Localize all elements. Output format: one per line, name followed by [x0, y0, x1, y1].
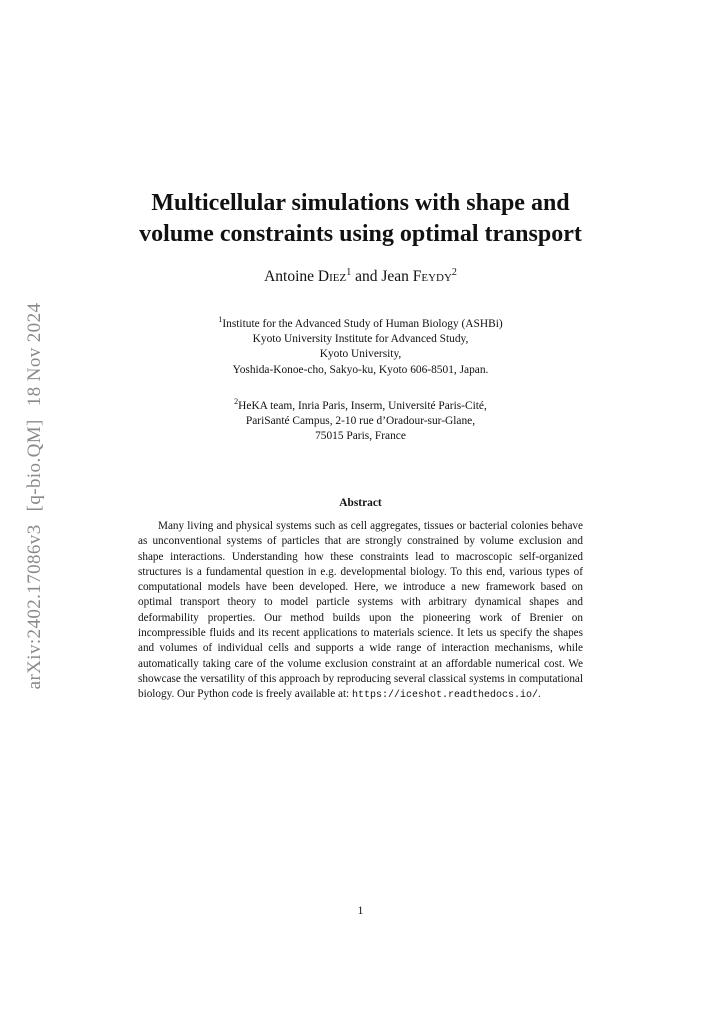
affiliation-1: [0, 312, 721, 378]
affiliation2-line1: HeKA team, Inria Paris, Inserm, Université Paris-Cité,: [238, 399, 487, 412]
abstract-heading: Abstract: [339, 497, 382, 509]
abstract-body: [138, 519, 583, 704]
abstract-text: Many living and physical systems such as cell aggregates, tissues or bacterial colonies behave as unconventional systems of particles that are strongly constrained by volume exclusion and shape interactions. Understanding how these constraints lead to macroscopic self-organized structures is a fundamental question in e.g. developmental biology. To this end, various types of computational models have been developed. Here, we introduce a new framework based on optimal transport theory to model particle systems with arbitrary dynamical shapes and deformability properties. Our method builds upon the pioneering work of Brenier on incompressible fluids and its recent applications to materials science. It lets us specify the shapes and volumes of individual cells and supports a wide range of interaction mechanisms, while automatically taking care of the volume exclusion constraint at an affordable numerical cost. We showcase the versatility of this approach by reproducing several classical systems in computational biology. Our Python code is freely available at:: [138, 520, 583, 701]
author1-last: Diez: [317, 268, 347, 286]
affiliation2-sup: 2: [234, 397, 239, 406]
arxiv-date: 18 Nov 2024: [24, 302, 45, 407]
code-url-link[interactable]: https://iceshot.readthedocs.io/: [351, 690, 538, 702]
title-line-1: Multicellular simulations with shape and: [151, 190, 570, 216]
page-number: 1: [357, 905, 364, 917]
author1-first: Antoine: [264, 268, 315, 286]
affiliation-2: [0, 394, 721, 445]
author2-last: Feydy: [412, 268, 452, 286]
paper-title: [0, 188, 721, 250]
author-list: [0, 267, 721, 286]
affiliation2-line2: PariSanté Campus, 2-10 rue d’Oradour-sur-Glane,: [245, 415, 476, 428]
affiliation1-line2: Kyoto University Institute for Advanced Study,: [252, 333, 469, 346]
affiliation1-line4: Yoshida-Konoe-cho, Sakyo-ku, Kyoto 606-8501, Japan.: [232, 363, 489, 376]
affiliation1-sup: 1: [218, 315, 223, 324]
affiliation2-line3: 75015 Paris, France: [315, 430, 406, 443]
author2-sup: 2: [451, 267, 457, 278]
author1-sup: 1: [346, 267, 352, 278]
affiliation1-line3: Kyoto University,: [319, 348, 402, 361]
affiliation1-line1: Institute for the Advanced Study of Human Biology (ASHBi): [222, 317, 503, 330]
author2-first: Jean: [381, 268, 409, 286]
title-line-2: volume constraints using optimal transport: [139, 221, 582, 247]
arxiv-category: [q-bio.QM]: [24, 419, 45, 512]
author-conjunction: and: [355, 268, 378, 286]
arxiv-id: arXiv:2402.17086v3: [24, 524, 45, 690]
abstract-end: .: [538, 688, 541, 701]
